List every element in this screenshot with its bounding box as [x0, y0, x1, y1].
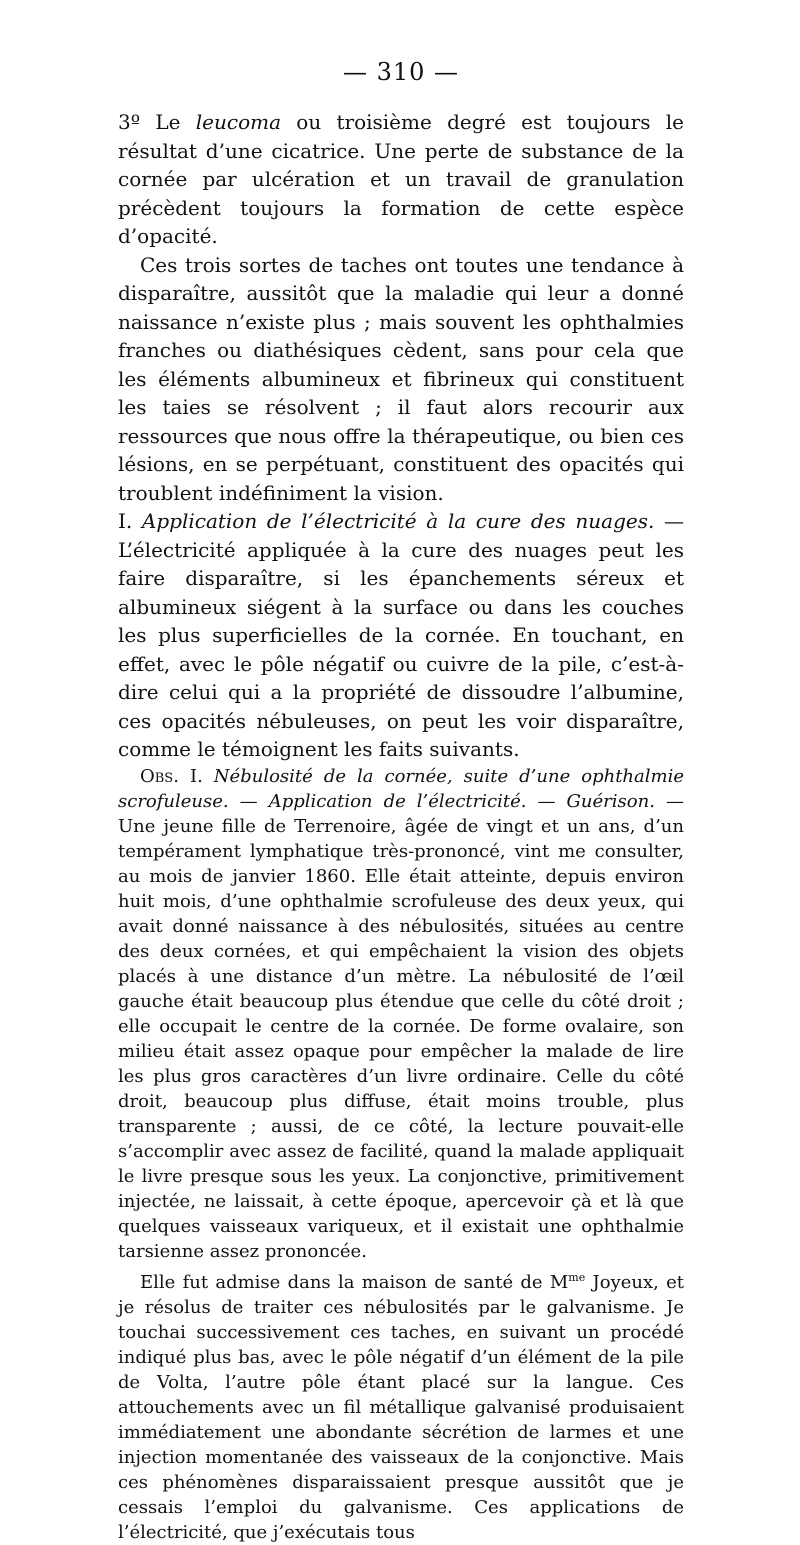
observation-1	[118, 764, 684, 1264]
paragraph-taches: Ces trois sortes de taches ont toutes une tendance à disparaître, aussitôt que la maladie qui leur a donné naissance n’existe plus ; mais souvent les ophthalmies franches ou diathésiques cèdent, sans pour cela que les éléments albumineux et fibrineux qui constituent les taies se résolvent ; il faut alors recourir aux ressources que nous offre la thérapeutique, ou bien ces lésions, en se perpétuant, constituent des opacités qui troublent indéfiniment la vision.	[118, 252, 684, 505]
observation-cont-before: Elle fut admise dans la maison de santé de M	[140, 1271, 569, 1293]
section-number: I.	[118, 509, 142, 533]
observation-1-continued	[118, 1270, 684, 1545]
paragraph-application-text: — L’électricité appliquée à la cure des nuages peut les faire disparaître, si les épanchements séreux et albumineux siégent à la surface ou dans les couches les plus superficielles de la cornée. En touchant, en effet, avec le pôle négatif ou cuivre de la pile, c’est-à-dire celui qui a la propriété de dissoudre l’albumine, ces opacités nébuleuses, on peut les voir disparaître, comme le témoignent les faits suivants.	[118, 509, 685, 761]
observation-text: — Une jeune fille de Terrenoire, âgée de vingt et un ans, d’un tempérament lymphatique très-prononcé, vint me consulter, au mois de janvier 1860. Elle était atteinte, depuis environ huit mois, d’une ophthalmie scrofuleuse des deux yeux, qui avait donné naissance à des nébulosités, situées au centre des deux cornées, et qui empêchaient la vision des objets placés à une distance d’un mètre. La nébulosité de l’œil gauche était beaucoup plus étendue que celle du côté droit ; elle occupait le centre de la cornée. De forme ovalaire, son milieu était assez opaque pour empêcher la malade de lire les plus gros caractères d’un livre ordinaire. Celle du côté droit, beaucoup plus diffuse, était moins trouble, plus transparente ; aussi, de ce côté, la lecture pouvait-elle s’accomplir avec assez de facilité, quand la malade appliquait le livre presque sous les yeux. La conjonctive, primitivement injectée, ne laissait, à cette époque, apercevoir çà et là que quelques vaisseaux variqueux, et il existait une ophthalmie tarsienne assez prononcée.	[118, 790, 684, 1262]
page-number: — 310 —	[342, 58, 460, 86]
paragraph-leucoma-text: ou troisième degré est toujours le résultat d’une cicatrice. Une perte de substance de la cornée par ulcération et un travail de granulation précèdent toujours la formation de cette espèce d’opacité.	[118, 110, 684, 248]
paragraph-leucoma	[118, 108, 684, 251]
observation-cont-after: Joyeux, et je résolus de traiter ces nébulosités par le galvanisme. Je touchai successivement ces taches, en suivant un procédé indiqué plus bas, avec le pôle négatif d’un élément de la pile de Volta, l’autre pôle étant placé sur la langue. Ces attouchements avec un fil métallique galvanisé produisaient immédiatement une abondante sécrétion de larmes et une injection momentanée des vaisseaux de la conjonctive. Mais ces phénomènes disparaissaient presque aussitôt que je cessais l’emploi du galvanisme. Ces applications de l’électricité, que j’exécutais tous	[118, 1271, 685, 1543]
term-leucoma: leucoma	[195, 110, 282, 134]
superscript-me: me	[568, 1270, 586, 1284]
paragraph-leucoma-prefix: 3º Le	[118, 110, 196, 134]
book-page	[118, 58, 684, 1545]
section-title: Application de l’électricité à la cure des nuages.	[141, 509, 655, 533]
observation-title: Nébulosité de la cornée, suite d’une ophthalmie scrofuleuse. — Application de l’électricité. — Guérison.	[118, 765, 684, 812]
paragraph-application	[118, 507, 684, 764]
observation-label: Obs. I.	[140, 765, 203, 787]
